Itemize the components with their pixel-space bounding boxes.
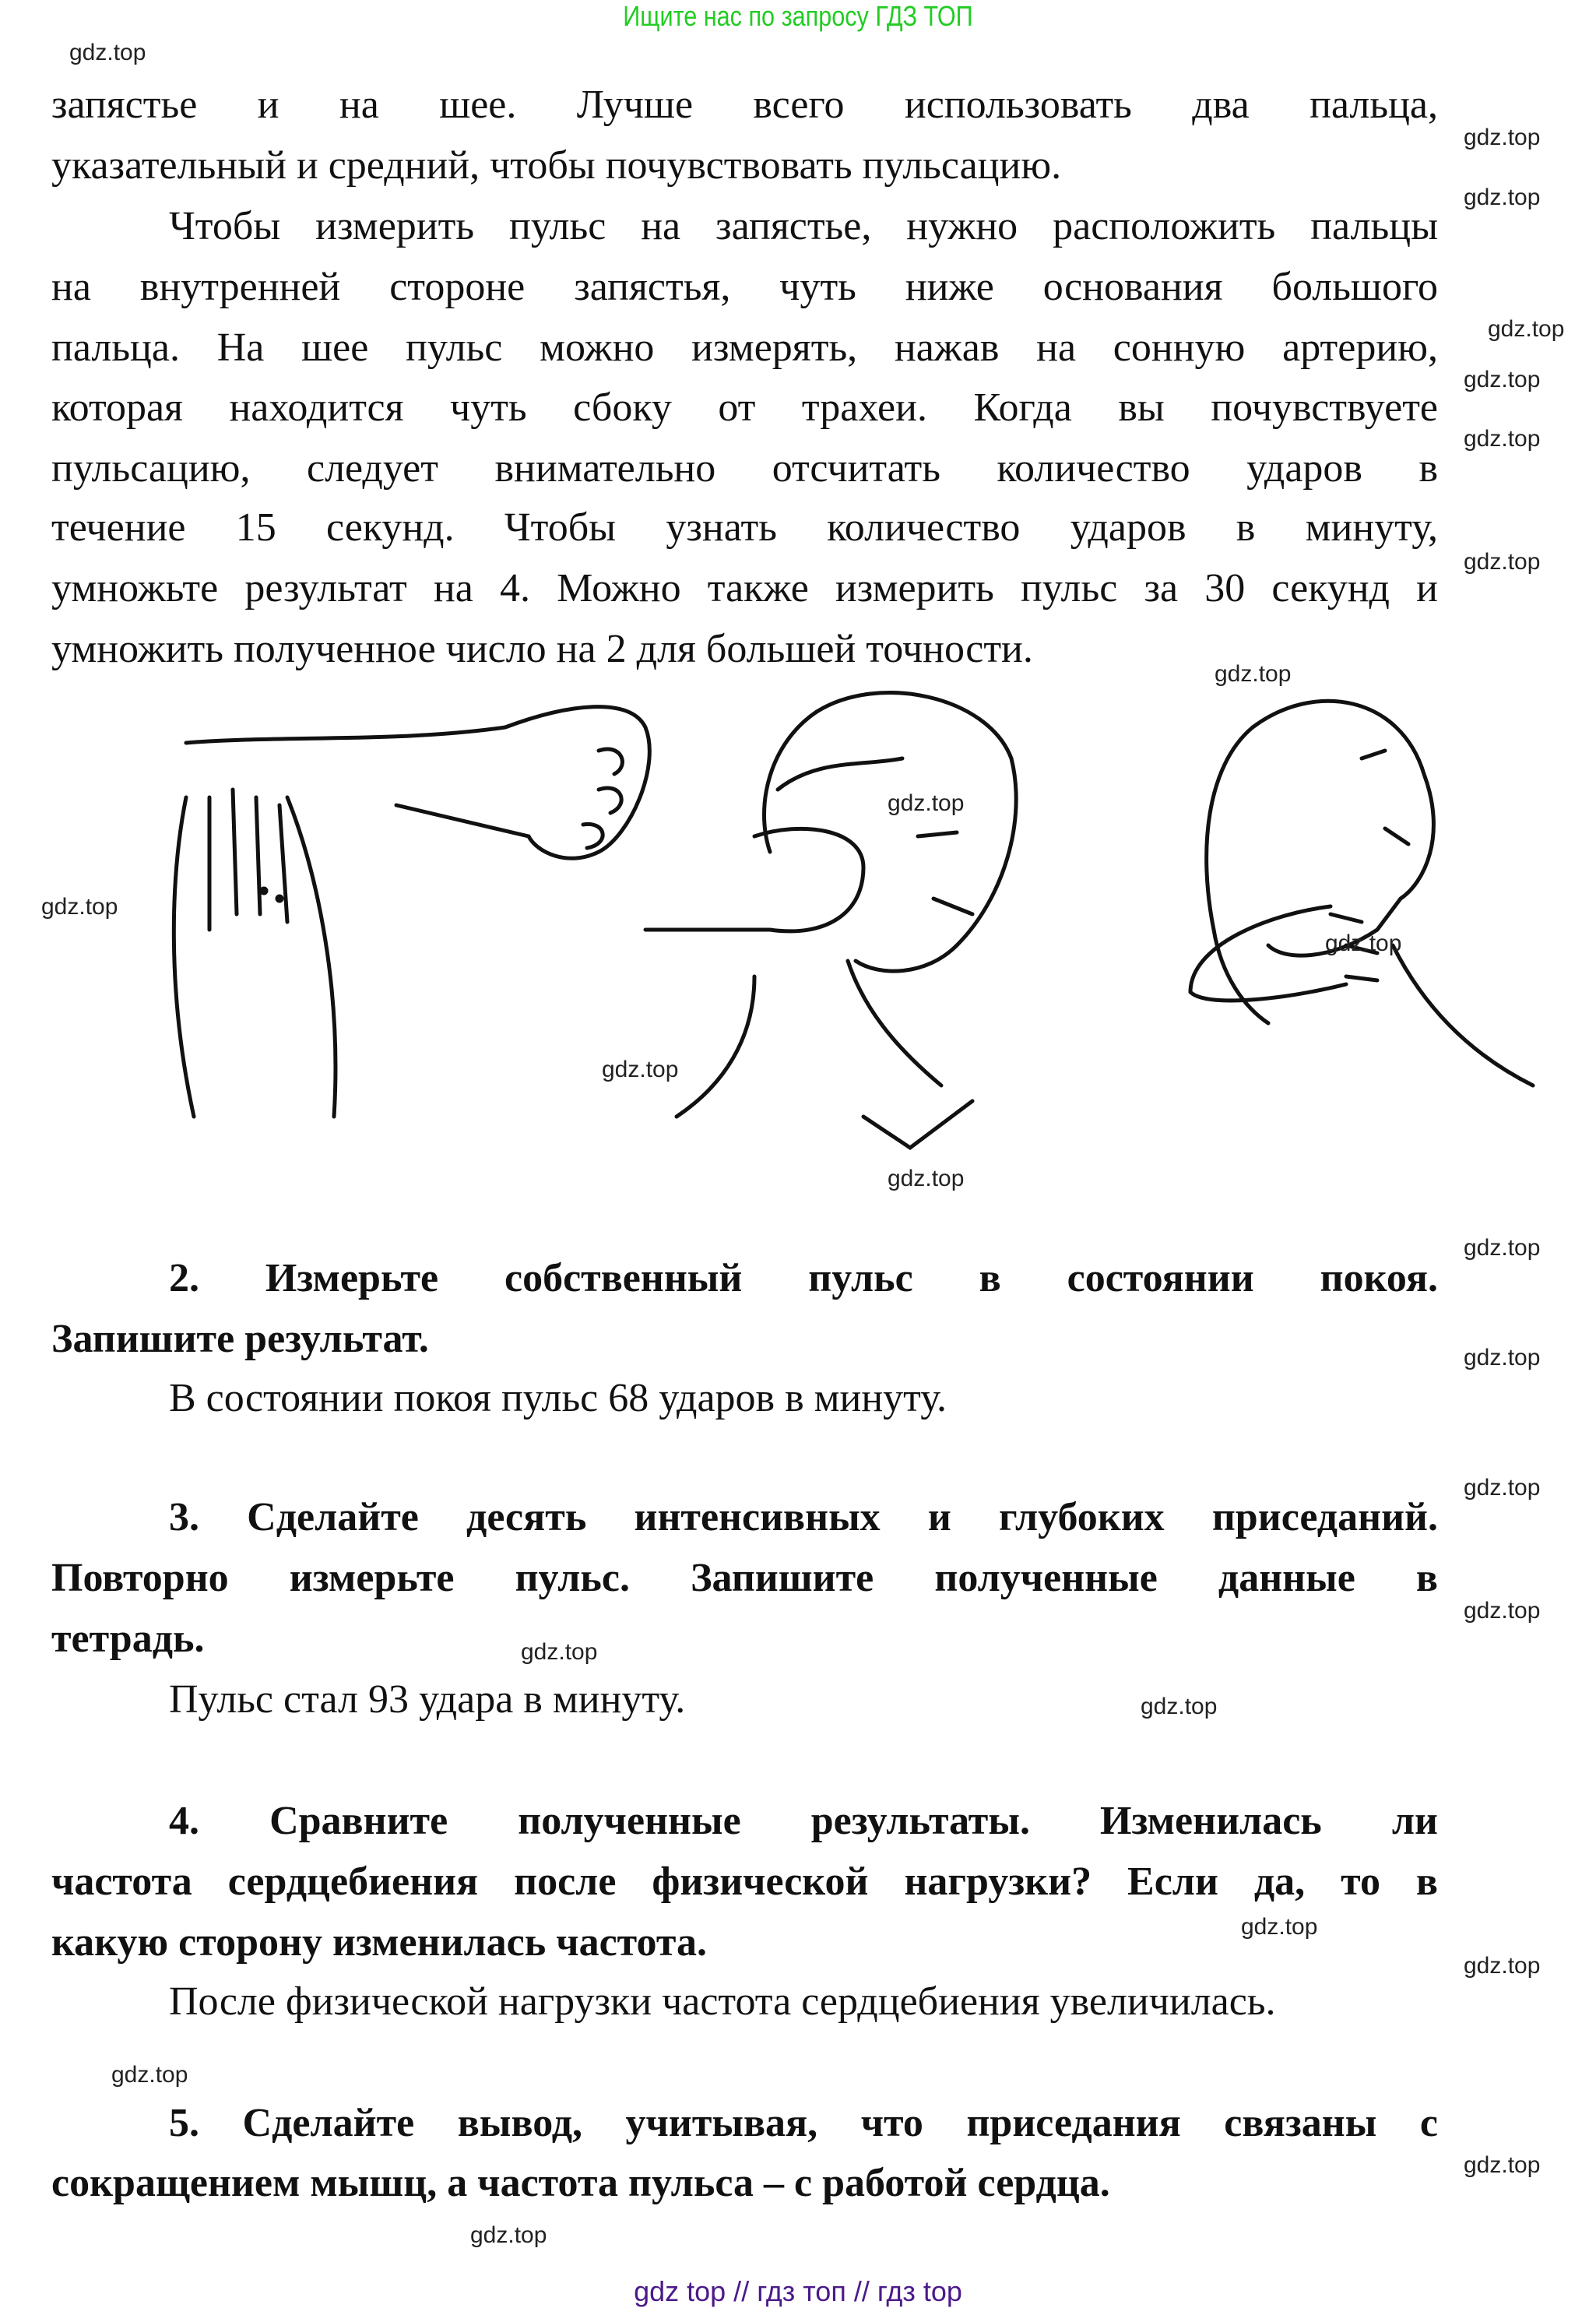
- text-line: которая находится чуть сбоку от трахеи. Когда вы почувствуете: [51, 385, 1438, 430]
- text-line: запястье и на шее. Лучше всего использовать два пальца,: [51, 83, 1438, 127]
- question-3: 3. Сделайте десять интенсивных и глубоких приседаний.: [169, 1495, 1438, 1539]
- footer-links[interactable]: gdz top // гдз топ // гдз top: [634, 2275, 962, 2307]
- text-line: течение 15 секунд. Чтобы узнать количество ударов в минуту,: [51, 505, 1438, 550]
- question-4-cont: частота сердцебиения после физической нагрузки? Если да, то в: [51, 1859, 1438, 1904]
- watermark: gdz.top: [1464, 1598, 1541, 1624]
- text-line: указательный и средний, чтобы почувствовать пульсацию.: [51, 143, 1062, 188]
- question-2: 2. Измерьте собственный пульс в состоянии покоя.: [169, 1256, 1438, 1300]
- watermark: gdz.top: [1488, 316, 1565, 342]
- watermark: gdz.top: [1464, 1345, 1541, 1370]
- watermark: gdz.top: [69, 40, 146, 65]
- answer-3: Пульс стал 93 удара в минуту.: [169, 1677, 686, 1722]
- watermark: gdz.top: [1464, 1235, 1541, 1261]
- watermark: gdz.top: [1464, 2152, 1541, 2178]
- watermark: gdz.top: [1464, 1953, 1541, 1979]
- text-line: на внутренней стороне запястья, чуть ниже основания большого: [51, 265, 1438, 309]
- text-line: пульсацию, следует внимательно отсчитать количество ударов в: [51, 446, 1438, 491]
- watermark: gdz.top: [1325, 931, 1402, 956]
- text-line: Чтобы измерить пульс на запястье, нужно расположить пальцы: [169, 204, 1438, 248]
- watermark: gdz.top: [602, 1057, 679, 1082]
- watermark: gdz.top: [1464, 367, 1541, 392]
- watermark: gdz.top: [888, 790, 965, 816]
- search-banner: Ищите нас по запросу ГДЗ ТОП: [623, 0, 973, 32]
- watermark: gdz.top: [1241, 1914, 1318, 1940]
- answer-4: После физической нагрузки частота сердцебиения увеличилась.: [169, 1979, 1276, 2024]
- watermark: gdz.top: [1141, 1694, 1218, 1719]
- question-5: 5. Сделайте вывод, учитывая, что приседания связаны с: [169, 2101, 1438, 2145]
- watermark: gdz.top: [1464, 1475, 1541, 1501]
- question-3-cont: Повторно измерьте пульс. Запишите полученные данные в: [51, 1556, 1438, 1600]
- watermark: gdz.top: [1464, 185, 1541, 210]
- question-4-cont: какую сторону изменилась частота.: [51, 1920, 708, 1965]
- neck-pulse-side-illustration: [645, 693, 1016, 1148]
- watermark: gdz.top: [521, 1639, 598, 1665]
- watermark: gdz.top: [888, 1166, 965, 1191]
- question-5-cont: сокращением мышц, а частота пульса – с работой сердца.: [51, 2161, 1110, 2205]
- watermark: gdz.top: [1464, 549, 1541, 575]
- watermark: gdz.top: [1215, 661, 1292, 687]
- text-line: умножьте результат на 4. Можно также измерить пульс за 30 секунд и: [51, 566, 1438, 610]
- watermark: gdz.top: [1464, 125, 1541, 150]
- carotid-pulse-illustration: [1190, 701, 1533, 1085]
- question-2-cont: Запишите результат.: [51, 1317, 429, 1361]
- watermark: gdz.top: [1464, 426, 1541, 452]
- wrist-pulse-illustration: [174, 707, 649, 1117]
- watermark: gdz.top: [470, 2222, 547, 2248]
- watermark: gdz.top: [41, 894, 118, 920]
- watermark: gdz.top: [111, 2062, 188, 2088]
- question-3-cont: тетрадь.: [51, 1617, 205, 1661]
- question-4: 4. Сравните полученные результаты. Изменилась ли: [169, 1799, 1438, 1843]
- answer-2: В состоянии покоя пульс 68 ударов в минуту.: [169, 1376, 947, 1420]
- text-line: умножить полученное число на 2 для большей точности.: [51, 627, 1033, 671]
- text-line: пальца. На шее пульс можно измерять, нажав на сонную артерию,: [51, 325, 1438, 370]
